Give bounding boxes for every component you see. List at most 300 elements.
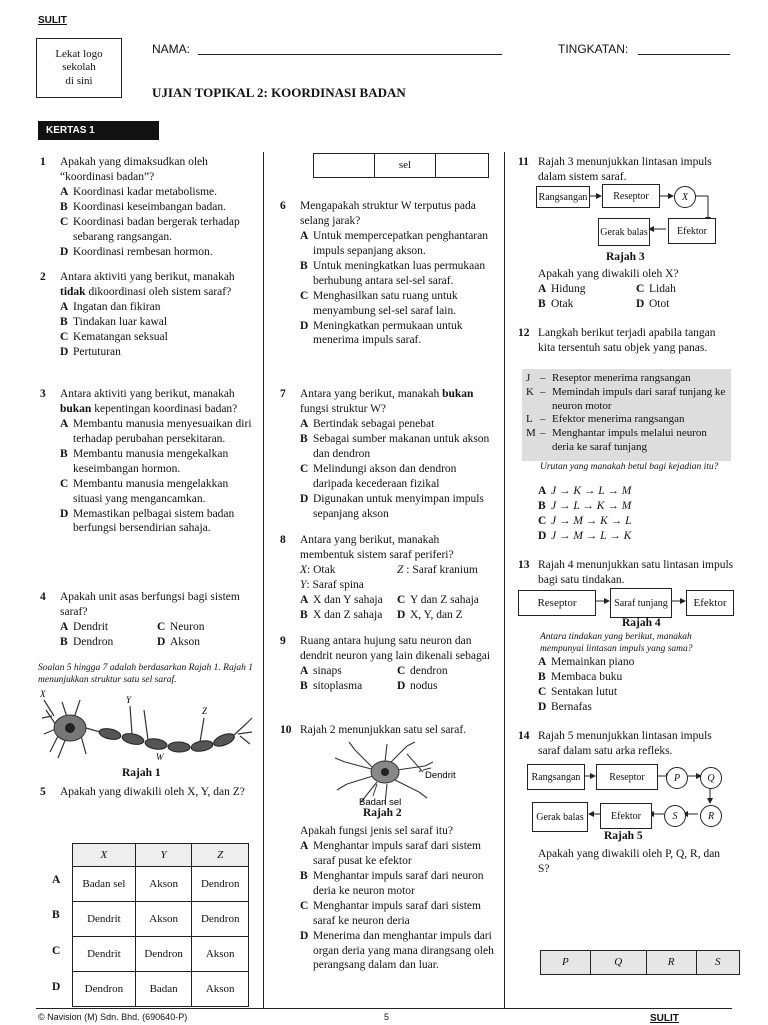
option-text: Kematangan seksual bbox=[73, 330, 168, 343]
option-text: Menghantar impuls saraf dari neuron deria ke neuron motor bbox=[313, 869, 484, 897]
table-cell: Badan bbox=[135, 972, 192, 1007]
table-row-b[interactable] bbox=[73, 902, 249, 937]
option-a[interactable] bbox=[538, 484, 734, 499]
option-text: Untuk mempercepatkan penghantaran impuls sepanjang akson. bbox=[313, 229, 488, 257]
box-gerak-balas: Gerak balas bbox=[598, 218, 650, 246]
table-header-z: Z bbox=[192, 844, 249, 867]
option-text: sinaps bbox=[313, 664, 342, 677]
table-header-x: X bbox=[73, 844, 136, 867]
box-efektor: Efektor bbox=[668, 218, 716, 244]
sulit-top-label: SULIT bbox=[38, 15, 67, 26]
stem-part: kepentingan koordinasi badan? bbox=[91, 402, 238, 415]
stem-part: dikoordinasi oleh sistem saraf? bbox=[85, 285, 232, 298]
option-text: Melindungi akson dan dendron daripada kecederaan fizikal bbox=[313, 462, 457, 490]
step-key: K bbox=[526, 385, 534, 398]
option-letter: C bbox=[300, 289, 309, 302]
column-divider-1 bbox=[263, 152, 264, 1008]
option-text: Menghasilkan satu ruang untuk menyambung sel-sel saraf lain. bbox=[313, 289, 458, 317]
question-10-part-2 bbox=[280, 824, 494, 973]
option-letter: A bbox=[300, 417, 309, 430]
circle-s: S bbox=[664, 805, 686, 827]
definition-z bbox=[397, 563, 494, 578]
option-text: Ingatan dan fikiran bbox=[73, 300, 161, 313]
option-letter: A bbox=[60, 417, 69, 430]
question-number: 7 bbox=[280, 388, 286, 400]
question-stem: Antara yang berikut, manakah membentuk sistem saraf periferi? bbox=[300, 534, 454, 561]
question-stem: Langkah berikut terjadi apabila tangan kita tersentuh satu objek yang panas. bbox=[538, 327, 716, 354]
option-letter: C bbox=[636, 282, 645, 295]
option-letter: A bbox=[300, 839, 309, 852]
option-letter: B bbox=[300, 679, 308, 692]
option-a[interactable] bbox=[300, 417, 494, 432]
nama-field[interactable] bbox=[198, 41, 502, 55]
option-letter: A bbox=[538, 485, 547, 497]
option-b[interactable] bbox=[300, 608, 397, 623]
definition-value: : Saraf kranium bbox=[406, 563, 478, 576]
question-stem bbox=[300, 387, 494, 417]
table-cell: Dendrit bbox=[73, 937, 136, 972]
option-c[interactable] bbox=[538, 514, 734, 529]
question-14-part-2 bbox=[518, 847, 734, 877]
definition-value: : Saraf spina bbox=[306, 578, 364, 591]
rajah1-label-w: W bbox=[156, 752, 164, 762]
option-b[interactable] bbox=[60, 200, 254, 215]
question-7 bbox=[280, 387, 494, 521]
header-q: Q bbox=[590, 951, 646, 975]
option-a[interactable] bbox=[60, 300, 254, 315]
option-a[interactable] bbox=[60, 620, 157, 635]
option-a[interactable] bbox=[538, 282, 636, 297]
option-letter: B bbox=[60, 315, 68, 328]
definition-y bbox=[300, 578, 494, 593]
option-a[interactable] bbox=[300, 664, 397, 679]
circle-x: X bbox=[674, 186, 696, 208]
option-letter: D bbox=[60, 345, 69, 358]
table-cell: Akson bbox=[192, 972, 249, 1007]
box-cell bbox=[436, 154, 489, 178]
option-c[interactable] bbox=[300, 289, 494, 319]
option-text: Memainkan piano bbox=[551, 656, 635, 668]
option-letter: D bbox=[397, 679, 406, 692]
table-cell: Dendrit bbox=[73, 902, 136, 937]
option-letter: D bbox=[538, 700, 547, 713]
option-b[interactable] bbox=[300, 432, 494, 462]
option-c[interactable] bbox=[60, 330, 254, 345]
option-text: Lidah bbox=[649, 282, 676, 295]
table-cell: Dendron bbox=[135, 937, 192, 972]
stem-emphasis: bukan bbox=[60, 402, 92, 415]
question-stem: Apakah yang diwakili oleh P, Q, R, dan S? bbox=[538, 848, 721, 875]
option-text: Hidung bbox=[551, 282, 586, 295]
table-cell: Akson bbox=[135, 902, 192, 937]
rajah-1-caption: Rajah 1 bbox=[122, 767, 161, 779]
question-stem: Rajah 2 menunjukkan satu sel saraf. bbox=[300, 724, 467, 736]
option-b[interactable] bbox=[538, 297, 636, 312]
option-d[interactable] bbox=[60, 345, 254, 360]
option-letter: C bbox=[300, 462, 309, 475]
q12-note: Urutan yang manakah betul bagi kejadian itu? bbox=[540, 462, 719, 472]
question-3 bbox=[40, 387, 254, 536]
option-text: J → L → K → M bbox=[551, 499, 632, 512]
option-text: Membantu manusia mengelakkan situasi yang mengancamkan. bbox=[73, 477, 229, 505]
box-saraf-tunjang: Saraf tunjang bbox=[610, 588, 672, 618]
step-key: M bbox=[526, 427, 536, 439]
option-d[interactable] bbox=[538, 700, 734, 715]
option-text: J → M → K → L bbox=[551, 514, 632, 527]
question-stem: Apakah yang diwakili oleh X, Y, dan Z? bbox=[60, 786, 245, 798]
table-cell: Dendron bbox=[73, 972, 136, 1007]
option-text: Menghantar impuls saraf dari sistem saraf ke neuron deria bbox=[313, 899, 481, 927]
option-text: nodus bbox=[410, 679, 438, 692]
neuron-diagram-rajah-1 bbox=[40, 688, 254, 768]
option-text: Membantu manusia menyesuaikan diri terhadap perubahan persekitaran. bbox=[73, 417, 252, 445]
step-key: L bbox=[526, 413, 533, 426]
option-letter: D bbox=[538, 529, 547, 542]
question-9 bbox=[280, 634, 494, 694]
option-text: Akson bbox=[170, 635, 201, 648]
option-b[interactable] bbox=[538, 499, 734, 514]
question-number: 10 bbox=[280, 724, 292, 736]
question-4 bbox=[40, 590, 254, 650]
definition-key: Y bbox=[300, 578, 307, 591]
row-letter-c: C bbox=[52, 945, 61, 957]
option-b[interactable] bbox=[60, 447, 254, 477]
column-divider-2 bbox=[504, 152, 505, 1008]
option-text: Bernafas bbox=[551, 700, 592, 713]
question-stem: Apakah fungsi jenis sel saraf itu? bbox=[300, 825, 453, 837]
option-text: Dendrit bbox=[73, 620, 109, 633]
q5-continuation-box bbox=[313, 153, 489, 178]
option-letter: A bbox=[300, 229, 309, 242]
circle-q: Q bbox=[700, 767, 722, 789]
question-number: 9 bbox=[280, 635, 286, 647]
question-stem: Rajah 4 menunjukkan satu lintasan impuls bagi satu tindakan. bbox=[538, 559, 734, 586]
box-cell: sel bbox=[375, 154, 436, 178]
option-a[interactable] bbox=[538, 655, 734, 670]
option-letter: D bbox=[60, 507, 69, 520]
question-stem bbox=[60, 270, 254, 300]
option-c[interactable] bbox=[60, 477, 254, 507]
option-letter: A bbox=[538, 656, 547, 668]
option-text: Otot bbox=[649, 297, 670, 310]
option-letter: C bbox=[538, 514, 547, 527]
option-d[interactable] bbox=[300, 492, 494, 522]
table-row-a[interactable] bbox=[73, 867, 249, 902]
footer-rule bbox=[36, 1008, 732, 1009]
option-text: X, Y, dan Z bbox=[410, 608, 463, 621]
rajah2-label-dendrit: Dendrit bbox=[425, 770, 456, 781]
option-b[interactable] bbox=[300, 679, 397, 694]
question-stem: Rajah 3 menunjukkan lintasan impuls dalam sistem saraf. bbox=[538, 156, 712, 183]
question-number: 12 bbox=[518, 327, 530, 339]
tingkatan-field[interactable] bbox=[638, 41, 730, 55]
option-c[interactable] bbox=[538, 685, 734, 700]
stem-emphasis: tidak bbox=[60, 285, 86, 298]
question-stem bbox=[60, 387, 254, 417]
option-letter: D bbox=[397, 608, 406, 621]
option-text: Y dan Z sahaja bbox=[410, 593, 479, 606]
question-12 bbox=[518, 326, 734, 356]
question-13 bbox=[518, 558, 734, 588]
rajah-5-caption: Rajah 5 bbox=[604, 830, 643, 842]
option-text: Sentakan lutut bbox=[551, 685, 618, 698]
header-p: P bbox=[541, 951, 591, 975]
option-text: dendron bbox=[410, 664, 448, 677]
question-number: 2 bbox=[40, 271, 46, 283]
definition-key: Z bbox=[397, 563, 404, 576]
option-c[interactable] bbox=[300, 462, 494, 492]
step-text: Menghantar impuls melalui neuron deria ke saraf tunjang bbox=[552, 427, 707, 453]
step-key: J bbox=[526, 372, 531, 384]
question-10 bbox=[280, 723, 494, 738]
rajah2-label-badan-sel: Badan sel bbox=[359, 797, 402, 808]
table-row-c[interactable] bbox=[73, 937, 249, 972]
option-letter: B bbox=[300, 432, 308, 445]
option-letter: A bbox=[300, 593, 309, 606]
option-text: Koordinasi keseimbangan badan. bbox=[73, 200, 226, 213]
box-reseptor-5: Reseptor bbox=[596, 764, 658, 790]
option-d[interactable] bbox=[60, 507, 254, 537]
question-number: 11 bbox=[518, 156, 529, 168]
rajah-4-caption: Rajah 4 bbox=[622, 617, 661, 629]
option-d[interactable] bbox=[157, 635, 254, 650]
question-number: 3 bbox=[40, 388, 46, 400]
option-b[interactable] bbox=[60, 635, 157, 650]
option-letter: C bbox=[60, 477, 69, 490]
option-text: Sebagai sumber makanan untuk akson dan dendron bbox=[313, 432, 490, 460]
page-title: UJIAN TOPIKAL 2: KOORDINASI BADAN bbox=[152, 85, 406, 100]
stem-part: Antara aktiviti yang berikut, manakah bbox=[60, 388, 235, 400]
box-cell bbox=[314, 154, 375, 178]
option-b[interactable] bbox=[300, 259, 494, 289]
option-text: Neuron bbox=[170, 620, 205, 633]
option-c[interactable] bbox=[397, 593, 494, 608]
rajah-2-caption: Rajah 2 bbox=[363, 807, 402, 819]
option-letter: B bbox=[538, 297, 546, 310]
stem-part: fungsi struktur W? bbox=[300, 402, 387, 415]
circle-p: P bbox=[666, 767, 688, 789]
logo-placeholder-text: Lekat logo sekolah di sini bbox=[55, 48, 103, 87]
option-letter: D bbox=[300, 929, 309, 942]
option-d[interactable] bbox=[300, 319, 494, 349]
option-c[interactable] bbox=[397, 664, 494, 679]
option-text: Tindakan luar kawal bbox=[73, 315, 168, 328]
table-cell: Akson bbox=[192, 937, 249, 972]
question-14 bbox=[518, 729, 734, 759]
option-letter: B bbox=[300, 608, 308, 621]
box-efektor-4: Efektor bbox=[686, 590, 734, 616]
box-rangsangan-5: Rangsangan bbox=[527, 764, 585, 790]
footer-page-number: 5 bbox=[384, 1012, 390, 1022]
circle-r: R bbox=[700, 805, 722, 827]
q5-answer-table bbox=[72, 843, 249, 1007]
option-text: Bertindak sebagai penebat bbox=[313, 417, 435, 430]
option-letter: B bbox=[60, 635, 68, 648]
option-a[interactable] bbox=[300, 593, 397, 608]
box-efektor-5: Efektor bbox=[600, 803, 652, 829]
option-letter: A bbox=[60, 620, 69, 633]
option-letter: B bbox=[538, 499, 546, 512]
option-letter: A bbox=[300, 664, 309, 677]
option-c[interactable] bbox=[300, 899, 494, 929]
stem-part: Antara aktiviti yang berikut, manakah bbox=[60, 271, 235, 283]
option-d[interactable] bbox=[538, 529, 734, 544]
question-number: 14 bbox=[518, 730, 530, 742]
row-letter-a: A bbox=[52, 874, 61, 886]
option-d[interactable] bbox=[60, 245, 254, 260]
table-cell: Akson bbox=[135, 867, 192, 902]
option-text: Pertuturan bbox=[73, 345, 121, 358]
question-11 bbox=[518, 155, 734, 185]
option-letter: D bbox=[157, 635, 166, 648]
header-s: S bbox=[696, 951, 739, 975]
option-letter: D bbox=[300, 492, 309, 505]
option-text: Menghantar impuls saraf dari sistem saraf pusat ke efektor bbox=[313, 839, 481, 867]
question-number: 5 bbox=[40, 786, 46, 798]
rajah1-label-x: X bbox=[40, 689, 46, 699]
table-header-y: Y bbox=[135, 844, 192, 867]
option-letter: B bbox=[300, 259, 308, 272]
option-d[interactable] bbox=[636, 297, 734, 312]
box-reseptor-4: Reseptor bbox=[518, 590, 596, 616]
option-c[interactable] bbox=[157, 620, 254, 635]
option-a[interactable] bbox=[60, 417, 254, 447]
table-cell: Badan sel bbox=[73, 867, 136, 902]
option-text: Meningkatkan permukaan untuk menerima impuls saraf. bbox=[313, 319, 463, 347]
option-text: Koordinasi rembesan hormon. bbox=[73, 245, 213, 258]
option-letter: B bbox=[538, 670, 546, 683]
option-letter: B bbox=[60, 200, 68, 213]
table-cell: Dendron bbox=[192, 867, 249, 902]
question-number: 13 bbox=[518, 559, 530, 571]
option-text: sitoplasma bbox=[313, 679, 363, 692]
question-12-options bbox=[518, 484, 734, 544]
tingkatan-label: TINGKATAN: bbox=[558, 42, 629, 56]
logo-placeholder bbox=[36, 38, 122, 98]
question-stem: Apakah yang diwakili oleh X? bbox=[538, 268, 679, 280]
option-text: J → M → L → K bbox=[551, 529, 632, 542]
rajah1-label-y: Y bbox=[126, 695, 132, 705]
rajah-3-caption: Rajah 3 bbox=[606, 251, 645, 263]
question-8 bbox=[280, 533, 494, 623]
option-text: Memastikan pelbagai sistem badan berfungsi bersendirian sahaja. bbox=[73, 507, 235, 535]
option-text: Koordinasi badan bergerak terhadap sebarang rangsangan. bbox=[73, 215, 240, 243]
q14-answer-header bbox=[540, 950, 740, 975]
option-letter: C bbox=[60, 330, 69, 343]
option-text: Otak bbox=[551, 297, 574, 310]
option-letter: C bbox=[157, 620, 166, 633]
box-reseptor: Reseptor bbox=[602, 184, 660, 208]
nama-label: NAMA: bbox=[152, 42, 191, 56]
instruction-note: Soalan 5 hingga 7 adalah berdasarkan Rajah 1. Rajah 1 menunjukkan struktur satu sel saraf. bbox=[38, 663, 253, 685]
option-text: Untuk meningkatkan luas permukaan berhubung antara sel-sel saraf. bbox=[313, 259, 486, 287]
option-text: Membaca buku bbox=[551, 670, 623, 683]
option-letter: B bbox=[300, 869, 308, 882]
question-number: 8 bbox=[280, 534, 286, 546]
option-letter: C bbox=[60, 215, 69, 228]
option-letter: D bbox=[636, 297, 645, 310]
neuron-diagram-rajah-2 bbox=[315, 740, 475, 808]
option-text: Dendron bbox=[73, 635, 114, 648]
option-text: Menerima dan menghantar impuls dari organ deria yang mana dirangsang oleh perangsang dalam dan luar. bbox=[313, 929, 494, 972]
question-number: 4 bbox=[40, 591, 46, 603]
option-letter: D bbox=[60, 245, 69, 258]
definition-key: X bbox=[300, 563, 308, 576]
option-letter: C bbox=[300, 899, 309, 912]
section-badge: KERTAS 1 bbox=[38, 121, 159, 140]
box-gerak-balas-5: Gerak balas bbox=[532, 802, 588, 832]
stem-part: Antara yang berikut, manakah bbox=[300, 388, 443, 400]
option-text: X dan Z sahaja bbox=[313, 608, 383, 621]
option-b[interactable] bbox=[300, 869, 494, 899]
question-stem: Apakah unit asas berfungsi bagi sistem saraf? bbox=[60, 591, 240, 618]
question-5 bbox=[40, 785, 254, 800]
question-2 bbox=[40, 270, 254, 360]
option-letter: C bbox=[538, 685, 547, 698]
option-d[interactable] bbox=[397, 679, 494, 694]
q13-note: Antara tindakan yang berikut, manakah mempunyai lintasan impuls yang sama? bbox=[540, 632, 693, 654]
question-stem: Ruang antara hujung satu neuron dan dendrit neuron yang lain dikenali sebagai bbox=[300, 635, 491, 662]
header-r: R bbox=[646, 951, 696, 975]
definition-x bbox=[300, 563, 397, 578]
option-b[interactable] bbox=[60, 315, 254, 330]
option-a[interactable] bbox=[300, 839, 494, 869]
option-b[interactable] bbox=[538, 670, 734, 685]
option-letter: C bbox=[397, 664, 406, 677]
steps-box bbox=[522, 369, 731, 461]
step-text: Reseptor menerima rangsangan bbox=[552, 372, 691, 384]
option-text: Koordinasi kadar metabolisme. bbox=[73, 185, 218, 198]
option-c[interactable] bbox=[60, 215, 254, 245]
option-letter: B bbox=[60, 447, 68, 460]
option-text: Membantu manusia mengekalkan keseimbangan hormon. bbox=[73, 447, 229, 475]
step-k: K – Memindah impuls dari saraf tunjang ke neuron motor bbox=[526, 385, 726, 412]
option-d[interactable] bbox=[397, 608, 494, 623]
question-stem: Apakah yang dimaksudkan oleh “koordinasi badan”? bbox=[60, 156, 208, 183]
step-m: M – Menghantar impuls melalui neuron deria ke saraf tunjang bbox=[526, 427, 727, 455]
question-number: 6 bbox=[280, 200, 286, 212]
option-a[interactable] bbox=[300, 229, 494, 259]
definition-value: : Otak bbox=[307, 563, 336, 576]
table-cell: Dendron bbox=[192, 902, 249, 937]
question-13-options bbox=[518, 655, 734, 715]
option-text: X dan Y sahaja bbox=[313, 593, 383, 606]
option-d[interactable] bbox=[300, 929, 494, 974]
option-c[interactable] bbox=[636, 282, 734, 297]
step-text: Efektor menerima rangsangan bbox=[552, 413, 685, 426]
table-row-d[interactable] bbox=[73, 972, 249, 1007]
step-text: Memindah impuls dari saraf tunjang ke neuron motor bbox=[552, 385, 726, 412]
row-letter-b: B bbox=[52, 909, 60, 921]
option-letter: D bbox=[300, 319, 309, 332]
stem-emphasis: bukan bbox=[442, 388, 474, 400]
question-stem: Mengapakah struktur W terputus pada selang jarak? bbox=[300, 200, 476, 227]
option-text: Digunakan untuk menyimpan impuls sepanjang akson bbox=[313, 492, 484, 520]
step-j: J – Reseptor menerima rangsangan bbox=[526, 372, 727, 386]
question-stem: Rajah 5 menunjukkan lintasan impuls saraf dalam satu arka refleks. bbox=[538, 730, 712, 757]
option-a[interactable] bbox=[60, 185, 254, 200]
option-letter: A bbox=[538, 282, 547, 295]
question-6 bbox=[280, 199, 494, 348]
footer-copyright: © Navision (M) Sdn. Bhd. (690640-P) bbox=[38, 1012, 188, 1022]
question-number: 1 bbox=[40, 156, 46, 168]
box-rangsangan: Rangsangan bbox=[536, 186, 590, 208]
step-l: L – Efektor menerima rangsangan bbox=[526, 413, 727, 427]
option-letter: A bbox=[60, 185, 69, 198]
option-letter: C bbox=[397, 593, 406, 606]
question-11-part-2 bbox=[518, 267, 734, 312]
rajah1-label-z: Z bbox=[202, 706, 208, 716]
